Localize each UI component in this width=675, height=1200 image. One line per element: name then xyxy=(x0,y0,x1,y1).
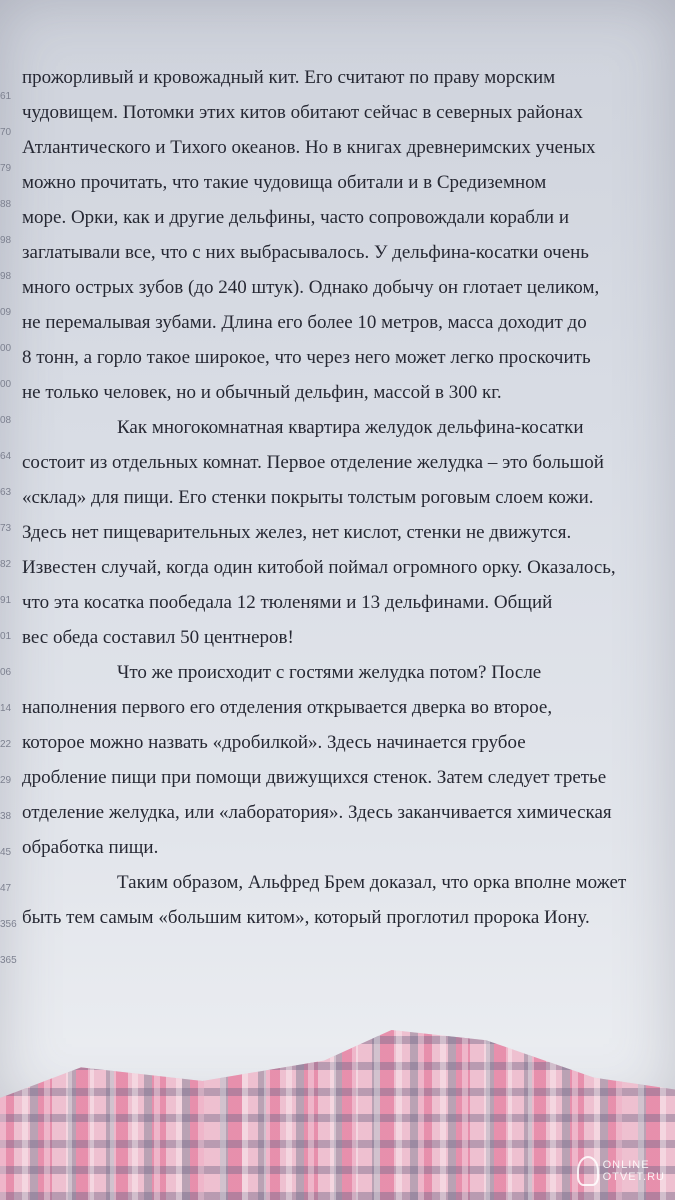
text-line: «склад» для пищи. Его стенки покрыты толстым роговым слоем кожи. xyxy=(22,487,594,508)
lightbulb-icon xyxy=(577,1156,599,1186)
margin-number: 82 xyxy=(0,559,12,570)
text-line: Как многокомнатная квартира желудок дельфина-косатки xyxy=(117,417,584,438)
margin-number: 08 xyxy=(0,415,12,426)
margin-number: 88 xyxy=(0,199,12,210)
watermark-line2: OTVET.RU xyxy=(602,1171,665,1183)
text-line: Атлантического и Тихого океанов. Но в книгах древнеримских ученых xyxy=(22,137,596,158)
text-line: Что же происходит с гостями желудка потом? После xyxy=(117,662,542,683)
text-line: что эта косатка пообедала 12 тюленями и 13 дельфинами. Общий xyxy=(22,592,553,613)
margin-number: 00 xyxy=(0,379,12,390)
margin-number: 38 xyxy=(0,811,12,822)
paragraph xyxy=(22,865,642,935)
margin-number: 01 xyxy=(0,631,12,642)
text-line: Здесь нет пищеварительных желез, нет кислот, стенки не движутся. xyxy=(22,522,572,543)
margin-number: 365 xyxy=(0,955,17,966)
margin-number: 79 xyxy=(0,163,12,174)
text-line: можно прочитать, что такие чудовища обитали и в Средиземном xyxy=(22,172,547,193)
margin-number: 00 xyxy=(0,343,12,354)
text-line: не только человек, но и обычный дельфин, массой в 300 кг. xyxy=(22,382,502,403)
margin-number: 64 xyxy=(0,451,12,462)
text-line: наполнения первого его отделения открывается дверка во второе, xyxy=(22,697,553,718)
margin-number: 47 xyxy=(0,883,12,894)
text-line: Таким образом, Альфред Брем доказал, что орка вполне может xyxy=(117,872,627,893)
margin-line-numbers xyxy=(0,0,20,1000)
margin-number: 73 xyxy=(0,523,12,534)
margin-number: 06 xyxy=(0,667,12,678)
text-line: отделение желудка, или «лаборатория». Здесь заканчивается химическая xyxy=(22,802,612,823)
margin-number: 14 xyxy=(0,703,12,714)
watermark xyxy=(577,1156,665,1186)
text-line: заглатывали все, что с них выбрасывалось. У дельфина-косатки очень xyxy=(22,242,589,263)
paragraph xyxy=(22,410,642,655)
margin-number: 09 xyxy=(0,307,12,318)
watermark-line1: ONLINE xyxy=(602,1159,650,1171)
text-line: море. Орки, как и другие дельфины, часто сопровождали корабли и xyxy=(22,207,570,228)
text-line: 8 тонн, а горло такое широкое, что через него может легко проскочить xyxy=(22,347,591,368)
text-line: чудовищем. Потомки этих китов обитают сейчас в северных районах xyxy=(22,102,583,123)
margin-number: 45 xyxy=(0,847,12,858)
text-line: дробление пищи при помощи движущихся стенок. Затем следует третье xyxy=(22,767,607,788)
margin-number: 63 xyxy=(0,487,12,498)
margin-number: 22 xyxy=(0,739,12,750)
text-line: быть тем самым «большим китом», который проглотил пророка Иону. xyxy=(22,907,590,928)
paragraph xyxy=(22,655,642,865)
text-line: не перемалывая зубами. Длина его более 10 метров, масса доходит до xyxy=(22,312,587,333)
text-line: вес обеда составил 50 центнеров! xyxy=(22,627,294,648)
margin-number: 29 xyxy=(0,775,12,786)
text-line: много острых зубов (до 240 штук). Однако добычу он глотает целиком, xyxy=(22,277,600,298)
text-line: прожорливый и кровожадный кит. Его считают по праву морским xyxy=(22,67,556,88)
paragraph xyxy=(22,60,642,410)
margin-number: 356 xyxy=(0,919,17,930)
text-line: состоит из отдельных комнат. Первое отделение желудка – это большой xyxy=(22,452,604,473)
margin-number: 61 xyxy=(0,91,12,102)
text-line: Известен случай, когда один китобой поймал огромного орку. Оказалось, xyxy=(22,557,616,578)
text-line: обработка пищи. xyxy=(22,837,159,858)
margin-number: 98 xyxy=(0,271,12,282)
margin-number: 70 xyxy=(0,127,12,138)
text-line: которое можно назвать «дробилкой». Здесь начинается грубое xyxy=(22,732,526,753)
margin-number: 91 xyxy=(0,595,12,606)
margin-number: 98 xyxy=(0,235,12,246)
document-text xyxy=(22,60,642,935)
